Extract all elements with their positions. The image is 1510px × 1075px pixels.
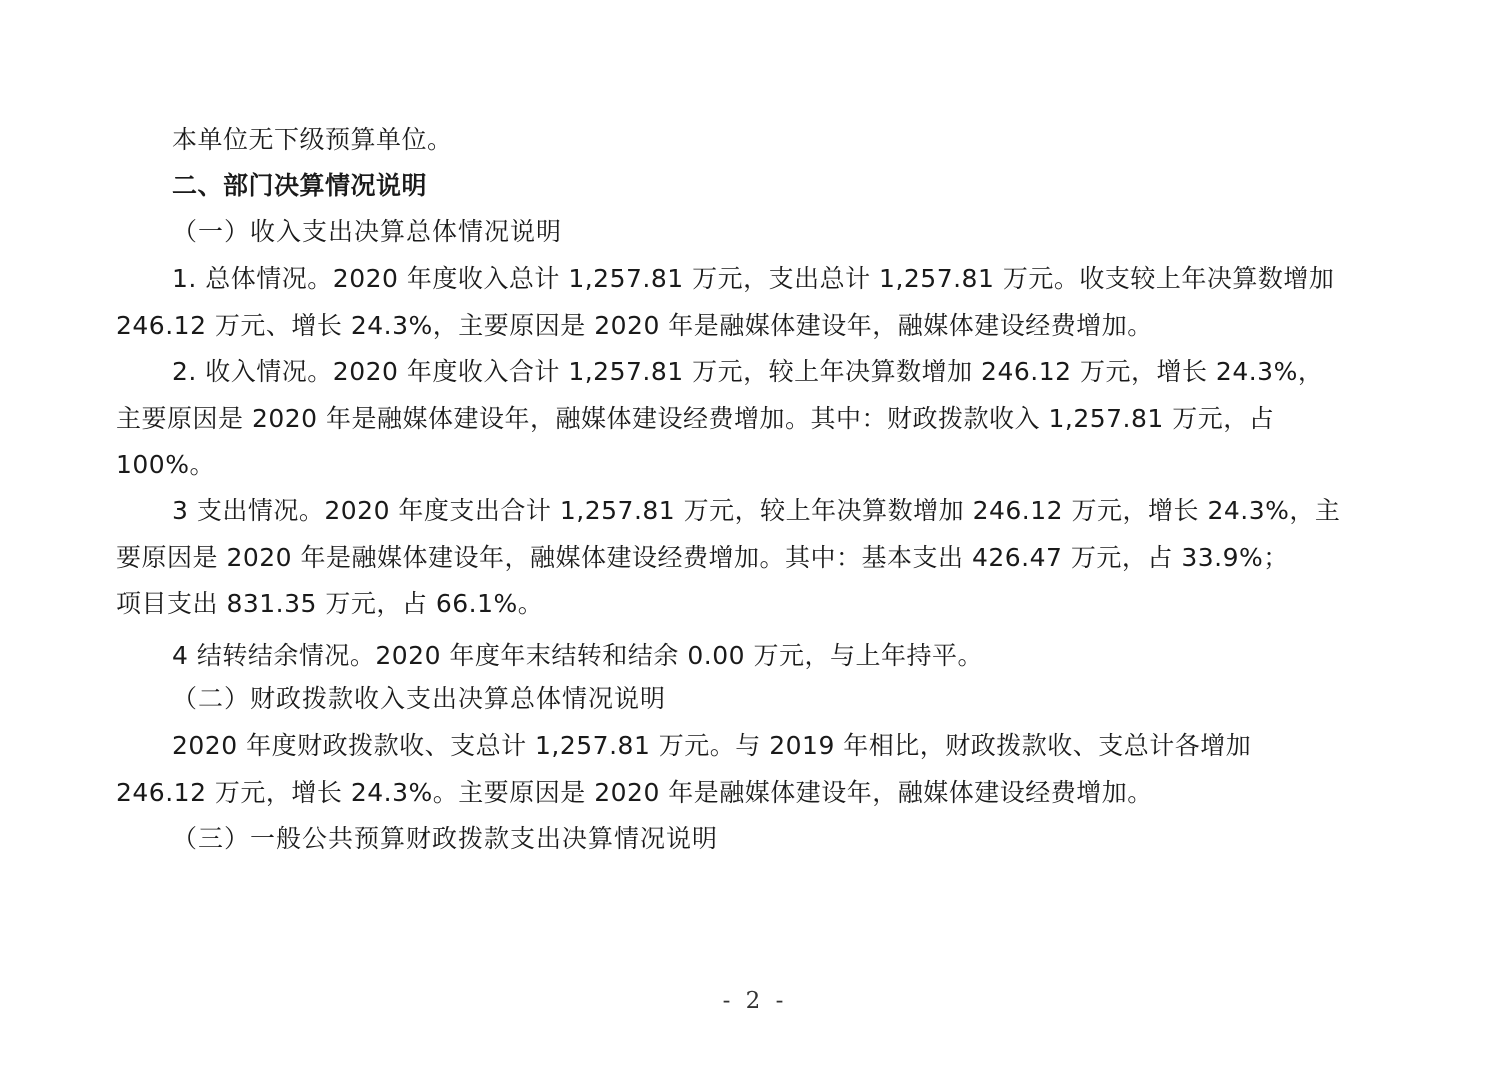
paragraph-3-line-2: 要原因是 2020 年是融媒体建设年，融媒体建设经费增加。其中：基本支出 426.47 万元，占 33.9%；	[116, 543, 1289, 572]
subsection-title-2: （二）财政拨款收入支出决算总体情况说明	[172, 684, 667, 713]
paragraph-2-line-2: 主要原因是 2020 年是融媒体建设年，融媒体建设经费增加。其中：财政拨款收入 1,257.81 万元，占	[116, 404, 1275, 433]
subsection-title-3: （三）一般公共预算财政拨款支出决算情况说明	[172, 824, 719, 853]
paragraph-3-line-1: 3 支出情况。2020 年度支出合计 1,257.81 万元，较上年决算数增加 246.12 万元，增长 24.3%，主	[172, 496, 1341, 525]
section-title: 二、部门决算情况说明	[172, 171, 428, 200]
paragraph-3-line-3: 项目支出 831.35 万元，占 66.1%。	[116, 589, 544, 618]
paragraph-1-line-1: 1. 总体情况。2020 年度收入总计 1,257.81 万元，支出总计 1,257.81 万元。收支较上年决算数增加	[172, 264, 1335, 293]
page-number: - 2 -	[722, 988, 788, 1014]
paragraph-2-line-1: 2. 收入情况。2020 年度收入合计 1,257.81 万元，较上年决算数增加 246.12 万元，增长 24.3%，	[172, 357, 1324, 386]
paragraph-4-line-1: 4 结转结余情况。2020 年度年末结转和结余 0.00 万元，与上年持平。	[172, 641, 983, 670]
paragraph-5-line-2: 246.12 万元，增长 24.3%。主要原因是 2020 年是融媒体建设年，融媒体建设经费增加。	[116, 778, 1153, 807]
paragraph-5-line-1: 2020 年度财政拨款收、支总计 1,257.81 万元。与 2019 年相比，财政拨款收、支总计各增加	[172, 731, 1252, 760]
paragraph-2-line-3: 100%。	[116, 450, 215, 479]
subsection-title-1: （一）收入支出决算总体情况说明	[172, 217, 563, 246]
paragraph-1-line-2: 246.12 万元、增长 24.3%，主要原因是 2020 年是融媒体建设年，融媒体建设经费增加。	[116, 311, 1153, 340]
intro-line: 本单位无下级预算单位。	[172, 125, 453, 154]
